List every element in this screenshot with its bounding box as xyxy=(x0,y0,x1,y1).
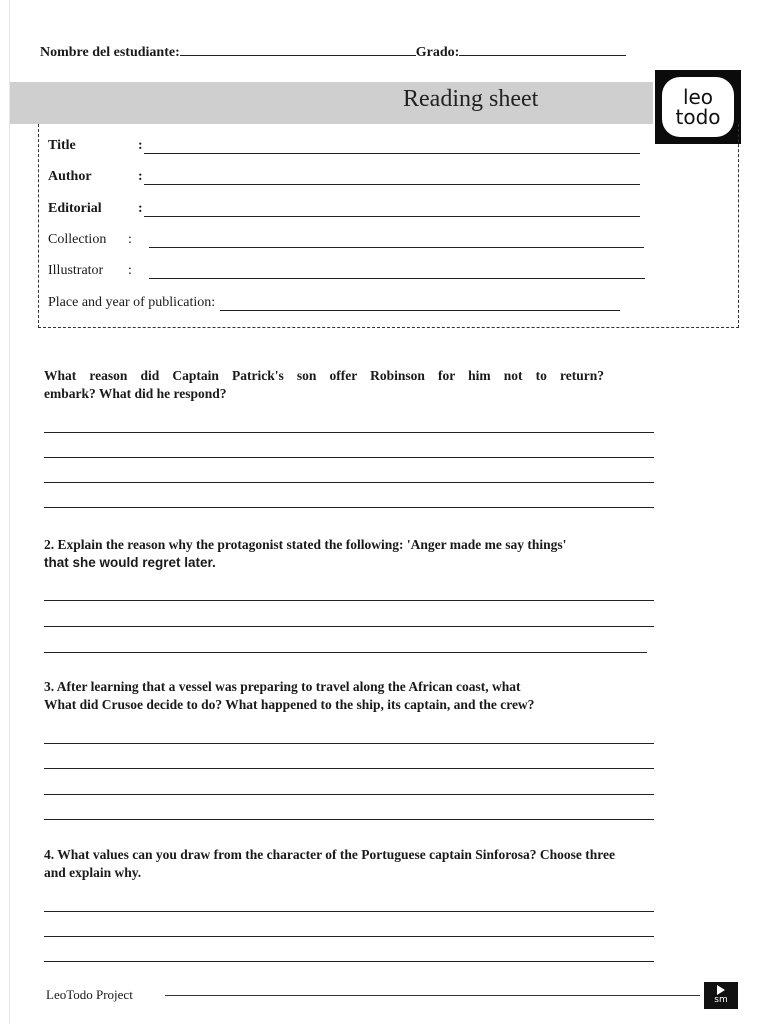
illustrator-label: Illustrator xyxy=(48,263,104,278)
editorial-input-line[interactable] xyxy=(144,216,640,217)
place-year-input-line[interactable] xyxy=(220,310,620,311)
sm-logo xyxy=(704,982,738,1009)
answer-line[interactable] xyxy=(44,819,654,820)
answer-line[interactable] xyxy=(44,743,654,744)
title-input-line[interactable] xyxy=(144,153,640,154)
play-icon xyxy=(717,985,725,995)
editorial-colon: : xyxy=(138,201,143,216)
answer-line[interactable] xyxy=(44,507,654,508)
answer-line[interactable] xyxy=(44,961,654,962)
author-input-line[interactable] xyxy=(144,184,640,185)
title-band xyxy=(10,82,653,124)
question-1-line2: embark? What did he respond? xyxy=(44,386,227,401)
question-3-line2: What did Crusoe decide to do? What happened to the ship, its captain, and the crew? xyxy=(44,697,535,712)
logo-text-line1: leo xyxy=(682,85,714,109)
answer-line[interactable] xyxy=(44,482,654,483)
question-2-line2: that she would regret later. xyxy=(44,555,216,570)
footer-divider xyxy=(165,995,700,996)
student-header xyxy=(40,43,626,61)
answer-line[interactable] xyxy=(44,652,647,653)
question-1-line1: What reason did Captain Patrick's son offer Robinson for him not to return? xyxy=(44,368,604,383)
question-4-line2: and explain why. xyxy=(44,865,142,880)
answer-line[interactable] xyxy=(44,936,654,937)
answer-line[interactable] xyxy=(44,794,654,795)
grade-label: Grado: xyxy=(415,45,460,60)
answer-line[interactable] xyxy=(44,600,654,601)
collection-colon: : xyxy=(128,232,132,247)
title-colon: : xyxy=(138,138,143,153)
author-colon: : xyxy=(138,169,143,184)
question-4-line1: 4. What values can you draw from the character of the Portuguese captain Sinforosa? Choose three xyxy=(44,847,615,862)
title-label: Title xyxy=(48,138,76,153)
page-edge xyxy=(9,0,10,1024)
student-name-label: Nombre del estudiante: xyxy=(40,45,180,60)
author-label: Author xyxy=(48,169,92,184)
sm-logo-text: sm xyxy=(714,995,728,1005)
student-name-field[interactable] xyxy=(180,43,416,56)
illustrator-colon: : xyxy=(128,263,132,278)
grade-field[interactable] xyxy=(459,43,626,56)
question-3 xyxy=(44,678,534,714)
collection-label: Collection xyxy=(48,232,107,247)
answer-line[interactable] xyxy=(44,911,654,912)
logo-text-line2: todo xyxy=(675,105,721,129)
answer-line[interactable] xyxy=(44,768,654,769)
editorial-label: Editorial xyxy=(48,201,102,216)
footer-project-label: LeoTodo Project xyxy=(46,987,133,1002)
collection-input-line[interactable] xyxy=(149,247,644,248)
illustrator-input-line[interactable] xyxy=(149,278,645,279)
page-title: Reading sheet xyxy=(403,86,539,112)
answer-line[interactable] xyxy=(44,626,654,627)
question-3-line1: 3. After learning that a vessel was preparing to travel along the African coast, what xyxy=(44,679,521,694)
answer-line[interactable] xyxy=(44,457,654,458)
place-year-label: Place and year of publication: xyxy=(48,295,216,310)
question-1 xyxy=(44,367,604,403)
answer-line[interactable] xyxy=(44,432,654,433)
question-4 xyxy=(44,846,615,882)
question-2-line1: 2. Explain the reason why the protagonist stated the following: 'Anger made me say things' xyxy=(44,537,567,552)
question-2 xyxy=(44,536,566,572)
